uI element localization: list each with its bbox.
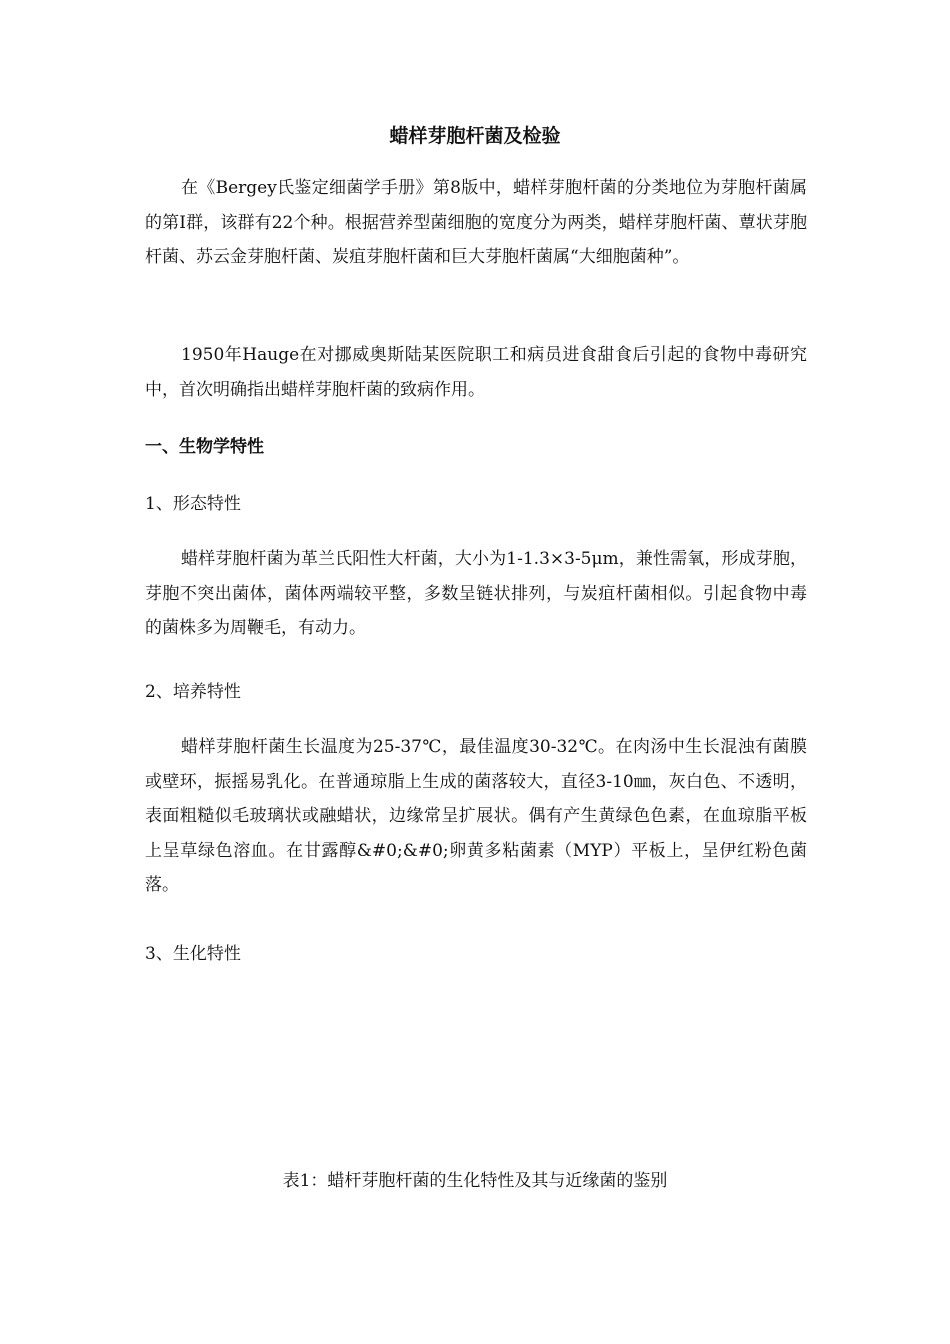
intro-paragraph-1: 在《Bergey氏鉴定细菌学手册》第8版中，蜡样芽胞杆菌的分类地位为芽胞杆菌属的第Ⅰ群，该群有22个种。根据营养型菌细胞的宽度分为两类，蜡样芽胞杆菌、蕈状芽胞杆菌、苏云金芽胞杆菌、炭疽芽胞杆菌和巨大芽胞杆菌属“大细胞菌种”。 xyxy=(145,178,807,267)
table-caption: 表1：蜡杆芽胞杆菌的生化特性及其与近缘菌的鉴别 xyxy=(282,1171,668,1191)
subsection-heading-morphology: 1、形态特性 xyxy=(145,494,241,514)
morphology-paragraph: 蜡样芽胞杆菌为革兰氏阳性大杆菌，大小为1-1.3×3-5μm，兼性需氧，形成芽胞，芽胞不突出菌体，菌体两端较平整，多数呈链状排列，与炭疽杆菌相似。引起食物中毒的菌株多为周鞭毛，有动力。 xyxy=(145,549,807,638)
subsection-heading-biochemistry: 3、生化特性 xyxy=(145,944,241,964)
subsection-heading-culture: 2、培养特性 xyxy=(145,682,241,702)
intro-paragraph-2: 1950年Hauge在对挪威奥斯陆某医院职工和病员进食甜食后引起的食物中毒研究中，首次明确指出蜡样芽胞杆菌的致病作用。 xyxy=(145,345,807,400)
section-heading-biology: 一、生物学特性 xyxy=(145,437,264,457)
document-title: 蜡样芽胞杆菌及检验 xyxy=(389,125,561,147)
culture-paragraph: 蜡样芽胞杆菌生长温度为25-37℃，最佳温度30-32℃。在肉汤中生长混浊有菌膜或壁环，振摇易乳化。在普通琼脂上生成的菌落较大，直径3-10㎜，灰白色、不透明，表面粗糙似毛玻璃状或融蜡状，边缘常呈扩展状。偶有产生黄绿色色素，在血琼脂平板上呈草绿色溶血。在甘露醇&#0;&#0;卵黄多粘菌素（MYP）平板上，呈伊红粉色菌落。 xyxy=(145,737,807,895)
